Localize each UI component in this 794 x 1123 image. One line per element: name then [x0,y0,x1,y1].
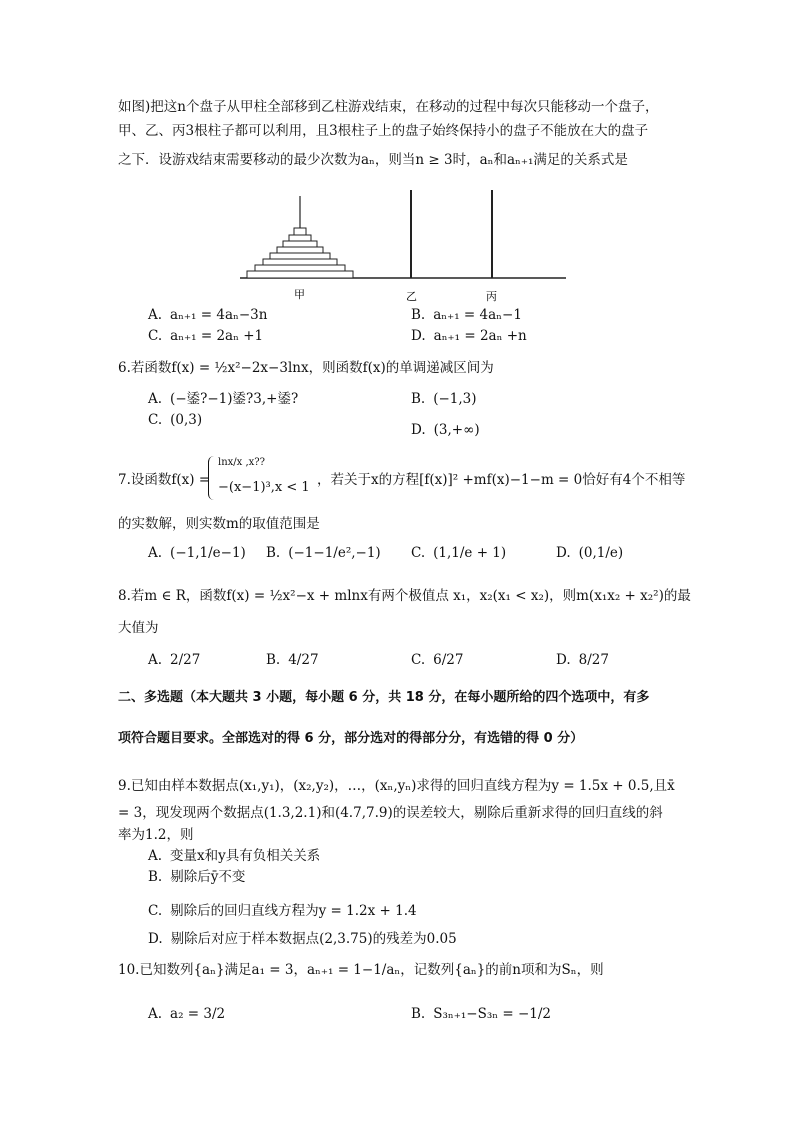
q8-option-d: D. 8/27 [556,652,609,668]
q10-stem: 10.已知数列{aₙ}满足a₁ = 3，aₙ₊₁ = 1−1/aₙ，记数列{aₙ}的前n项和为Sₙ，则 [118,962,604,978]
section2-line2: 项符合题目要求。全部选对的得 6 分，部分选对的得部分分，有选错的得 0 分） [118,731,584,746]
q5-line2: 甲、乙、丙3根柱子都可以利用，且3根柱子上的盘子始终保持小的盘子不能放在大的盘子 [118,123,649,139]
q7-option-d: D. (0,1/e) [556,545,624,561]
q8-option-b: B. 4/27 [266,652,319,668]
q10-option-b: B. S₃ₙ₊₁−S₃ₙ = −1/2 [411,1006,552,1022]
section2-line1: 二、多选题（本大题共 3 小题，每小题 6 分，共 18 分，在每小题所给的四个选项中，有多 [118,690,650,705]
q7-option-b: B. (−1−1/e²,−1) [266,545,381,561]
q7-stem-post: ，若关于x的方程[f(x)]² +mf(x)−1−m = 0恰好有4个不相等 [317,472,686,488]
q10-option-a: A. a₂ = 3/2 [148,1006,226,1022]
q6-option-a: A. (−鋈?−1)鋈?3,+鋈? [148,391,299,407]
q8-line1: 8.若m ∈ R，函数f(x) = ½x²−x + mlnx有两个极值点 x₁，x₂(x₁ < x₂)，则m(x₁x₂ + x₂²)的最 [118,588,691,604]
pillar-label-bing: 丙 [486,290,497,303]
q6-option-c: C. (0,3) [148,412,203,428]
q5-option-d: D. aₙ₊₁ = 2aₙ +n [411,328,527,344]
q9-option-b: B. 剔除后ȳ不变 [148,869,246,885]
q7-case1: lnx/x ,x?? [218,457,266,468]
q5-option-a: A. aₙ₊₁ = 4aₙ−3n [148,307,268,323]
q5-option-c: C. aₙ₊₁ = 2aₙ +1 [148,328,264,344]
pillar-label-jia: 甲 [294,288,305,301]
q7-brace [208,456,217,500]
q8-option-a: A. 2/27 [148,652,201,668]
q8-line2: 大值为 [118,620,159,636]
q5-line3: 之下．设游戏结束需要移动的最少次数为aₙ，则当n ≥ 3时，aₙ和aₙ₊₁满足的关系式是 [118,152,628,168]
q6-option-b: B. (−1,3) [411,391,477,407]
q5-option-b: B. aₙ₊₁ = 4aₙ−1 [411,307,522,323]
hanoi-figure [236,188,566,308]
q8-option-c: C. 6/27 [411,652,464,668]
q7-case2: −(x−1)³,x < 1 [218,480,310,495]
q5-line1: 如图)把这n个盘子从甲柱全部移到乙柱游戏结束，在移动的过程中每次只能移动一个盘子， [118,99,659,115]
q9-option-a: A. 变量x和y具有负相关关系 [148,848,321,864]
q9-option-c: C. 剔除后的回归直线方程为y = 1.2x + 1.4 [148,903,417,919]
q9-option-d: D. 剔除后对应于样本数据点(2,3.75)的残差为0.05 [148,931,457,947]
pillar-label-yi: 乙 [406,290,417,303]
q6-option-d: D. (3,+∞) [411,422,480,438]
q7-line2: 的实数解，则实数m的取值范围是 [118,516,320,532]
q7-option-c: C. (1,1/e + 1) [411,545,507,561]
q7-option-a: A. (−1,1/e−1) [148,545,246,561]
q7-stem-pre: 7.设函数f(x) = [118,472,211,488]
q9-line2: = 3，现发现两个数据点(1.3,2.1)和(4.7,7.9)的误差较大，剔除后重新求得的回归直线的斜 [118,805,663,821]
q6-stem: 6.若函数f(x) = ½x²−2x−3lnx，则函数f(x)的单调递减区间为 [118,360,494,376]
q9-line3: 率为1.2，则 [118,827,194,843]
q9-line1: 9.已知由样本数据点(x₁,y₁)，(x₂,y₂)，…，(xₙ,yₙ)求得的回归直线方程为y = 1.5x + 0.5,且x̄ [118,778,675,794]
